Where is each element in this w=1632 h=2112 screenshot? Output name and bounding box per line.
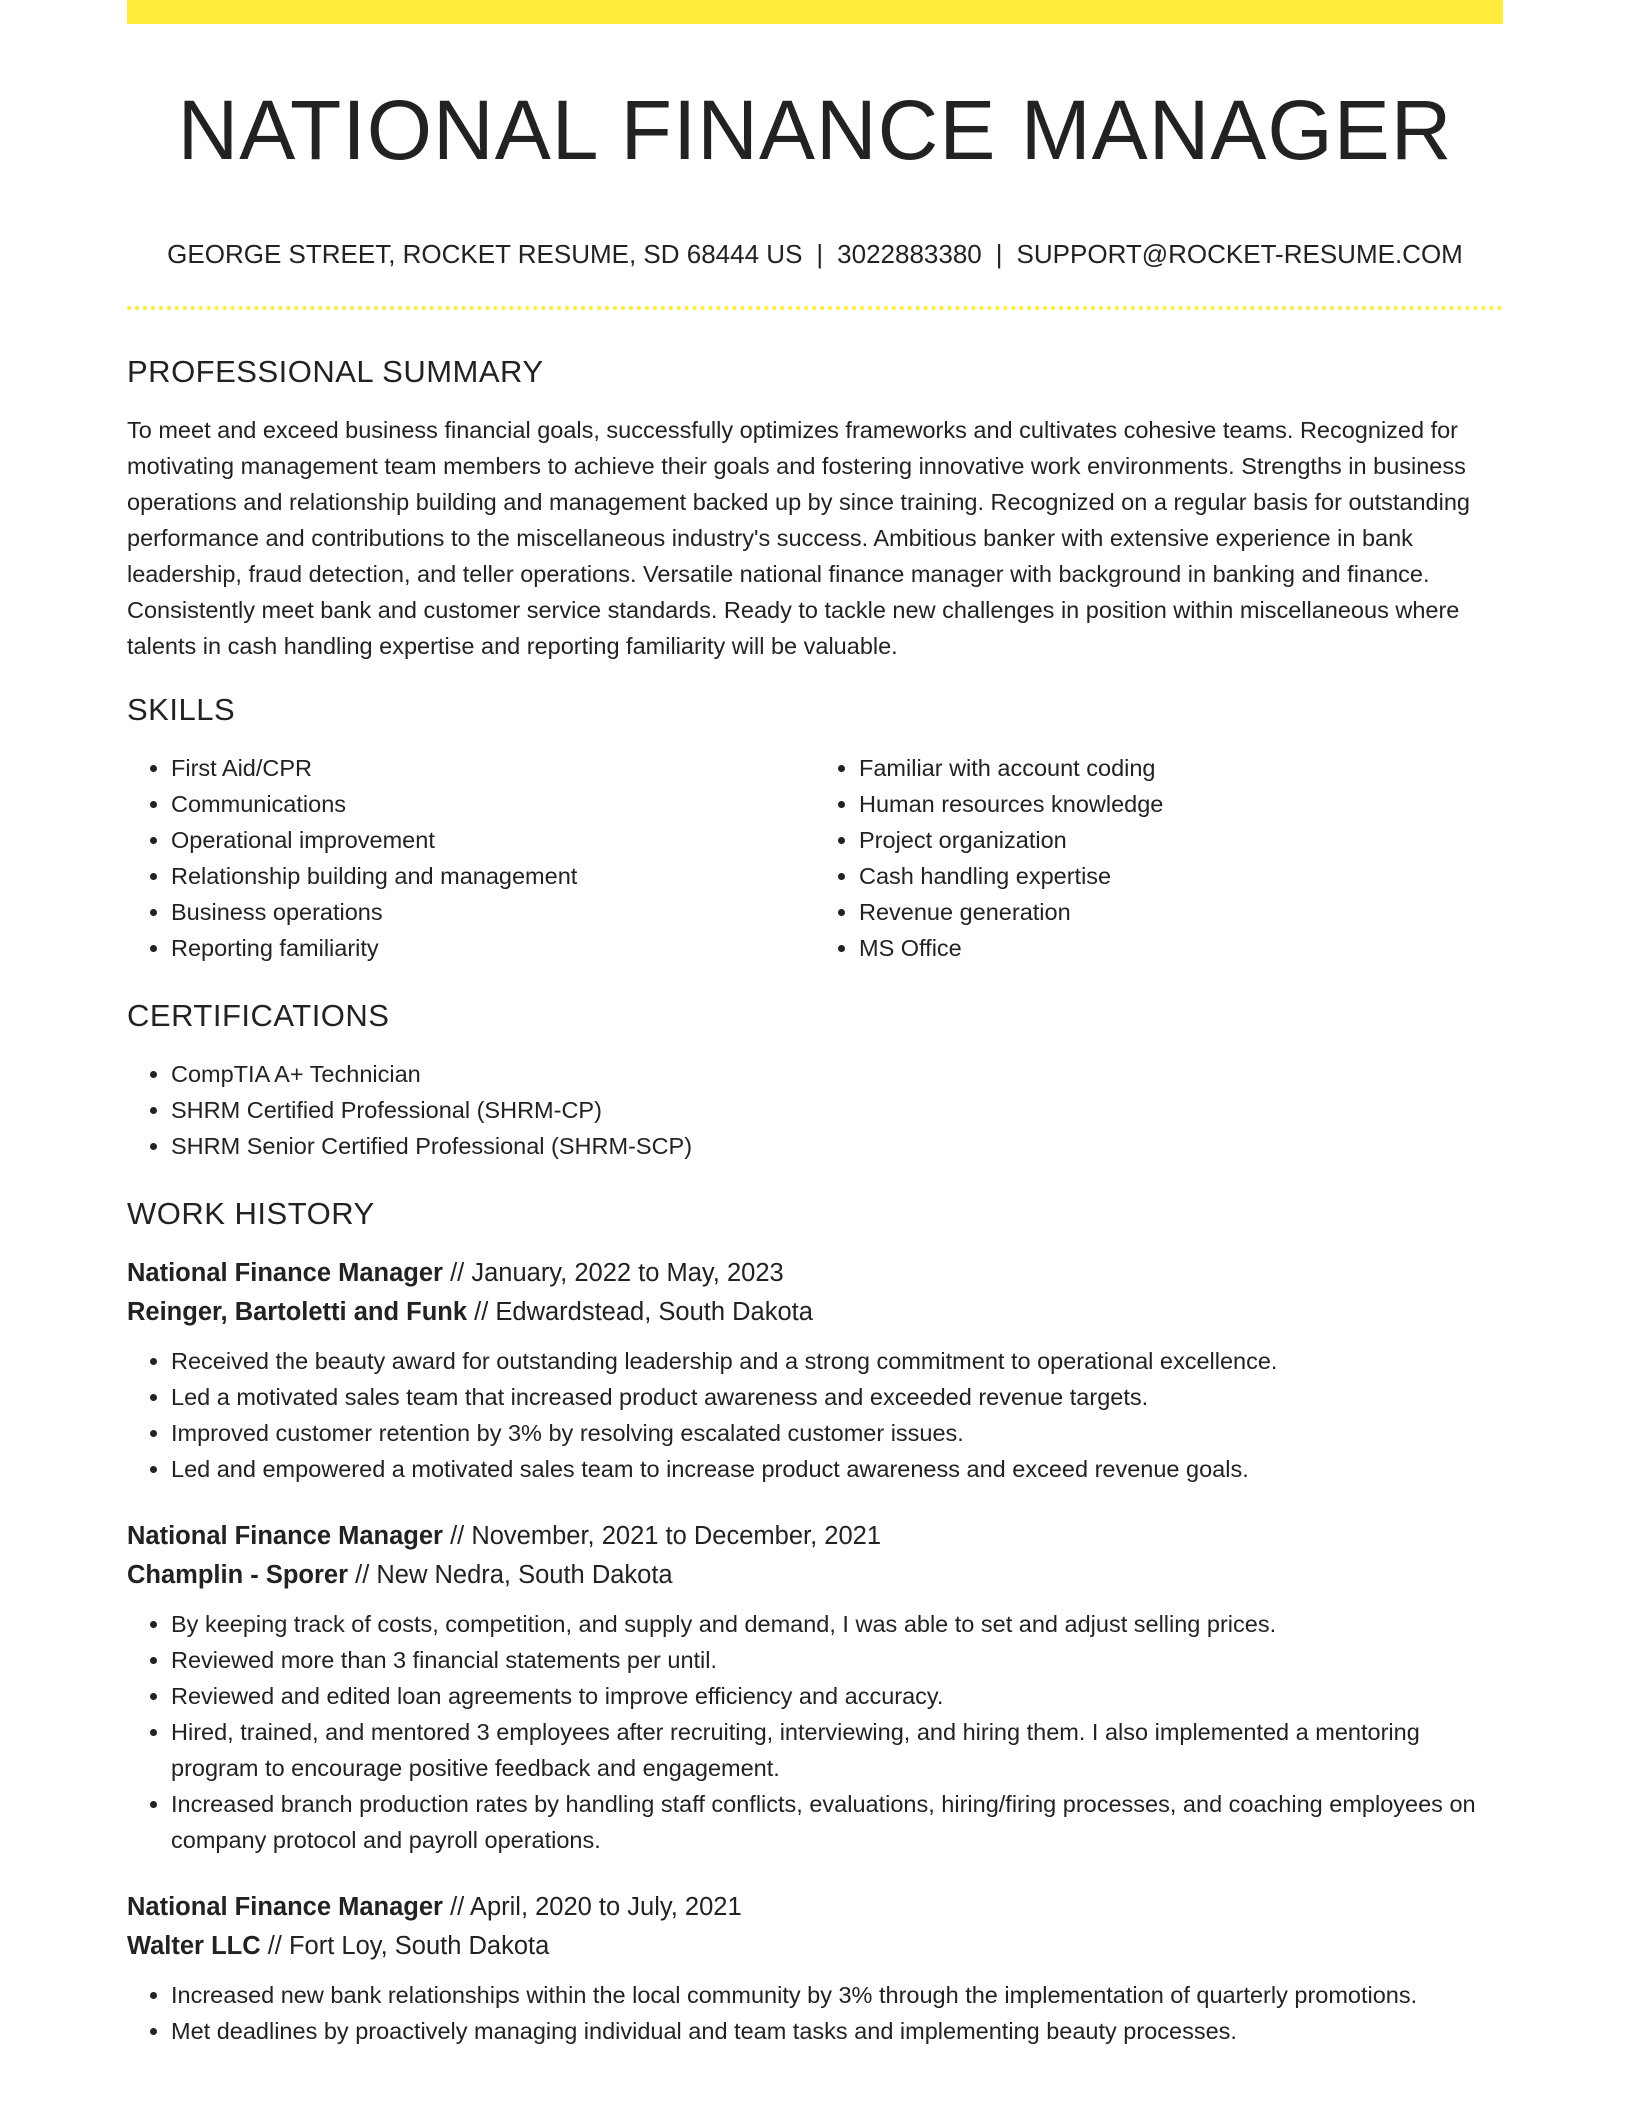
skill-item: • Reporting familiarity	[171, 930, 815, 966]
job-bullets	[127, 1606, 1503, 1858]
certifications-list	[127, 1056, 1503, 1164]
certifications-section	[127, 996, 1503, 1164]
skills-section	[127, 690, 1503, 966]
skills-columns	[127, 750, 1503, 966]
job-location: // New Nedra, South Dakota	[348, 1561, 673, 1589]
work-history-section	[127, 1194, 1503, 2049]
job-bullet: • Increased branch production rates by handling staff conflicts, evaluations, hiring/firing processes, and coaching employees on company protocol and payroll operations.	[171, 1786, 1503, 1858]
summary-text: To meet and exceed business financial goals, successfully optimizes frameworks and cultivates cohesive teams. Recognized for motivating management team members to achieve their goals and fostering innovative work environments. Strengths in business operations and relationship building and management backed up by since training. Recognized on a regular basis for outstanding performance and contributions to the miscellaneous industry's success. Ambitious banker with extensive experience in bank leadership, fraud detection, and teller operations. Versatile national finance manager with background in banking and finance. Consistently meet bank and customer service standards. Ready to tackle new challenges in position within miscellaneous where talents in cash handling expertise and reporting familiarity will be valuable.	[127, 417, 1470, 659]
job-bullet: • Reviewed more than 3 financial statements per until.	[171, 1642, 1503, 1678]
skills-list-left	[127, 750, 815, 966]
certification-item: • SHRM Senior Certified Professional (SHRM-SCP)	[171, 1128, 1503, 1164]
job-title: National Finance Manager	[127, 1893, 443, 1921]
job-bullet: • Reviewed and edited loan agreements to improve efficiency and accuracy.	[171, 1678, 1503, 1714]
job-entry	[127, 1517, 1503, 1858]
resume-content	[127, 352, 1503, 2079]
resume-name: NATIONAL FINANCE MANAGER	[177, 83, 1453, 177]
job-company: Champlin - Sporer	[127, 1561, 349, 1589]
email: SUPPORT@ROCKET-RESUME.COM	[1016, 239, 1463, 269]
job-company-line	[127, 1556, 1503, 1595]
job-bullet: • Received the beauty award for outstanding leadership and a strong commitment to operational excellence.	[171, 1343, 1503, 1379]
skill-item: • Relationship building and management	[171, 858, 815, 894]
skill-item: • Operational improvement	[171, 822, 815, 858]
section-heading: WORK HISTORY	[127, 1196, 375, 1231]
skill-item: • Project organization	[859, 822, 1503, 858]
job-company: Walter LLC	[127, 1932, 261, 1960]
section-heading: CERTIFICATIONS	[127, 998, 390, 1033]
contact-line	[127, 236, 1503, 272]
section-heading: SKILLS	[127, 692, 236, 727]
job-title: National Finance Manager	[127, 1259, 443, 1287]
job-dates: // April, 2020 to July, 2021	[443, 1893, 742, 1921]
job-location: // Fort Loy, South Dakota	[260, 1932, 550, 1960]
accent-bar	[127, 0, 1503, 24]
job-bullet: • Increased new bank relationships within the local community by 3% through the implementation of quarterly promotions.	[171, 1977, 1503, 2013]
job-title: National Finance Manager	[127, 1522, 443, 1550]
job-bullet: • Led and empowered a motivated sales team to increase product awareness and exceed revenue goals.	[171, 1451, 1503, 1487]
address: GEORGE STREET, ROCKET RESUME, SD 68444 US	[167, 239, 803, 269]
separator: |	[995, 239, 1003, 269]
skill-item: • First Aid/CPR	[171, 750, 815, 786]
job-bullet: • Led a motivated sales team that increased product awareness and exceeded revenue targets.	[171, 1379, 1503, 1415]
job-company: Reinger, Bartoletti and Funk	[127, 1298, 468, 1326]
job-company-line	[127, 1927, 1503, 1966]
summary-section	[127, 352, 1503, 664]
skill-item: • Revenue generation	[859, 894, 1503, 930]
job-bullet: • By keeping track of costs, competition, and supply and demand, I was able to set and adjust selling prices.	[171, 1606, 1503, 1642]
job-bullet: • Improved customer retention by 3% by resolving escalated customer issues.	[171, 1415, 1503, 1451]
job-company-line	[127, 1293, 1503, 1332]
job-entry	[127, 1254, 1503, 1487]
job-dates: // November, 2021 to December, 2021	[443, 1522, 882, 1550]
job-bullet: • Met deadlines by proactively managing individual and team tasks and implementing beauty processes.	[171, 2013, 1503, 2049]
phone: 3022883380	[837, 239, 982, 269]
skill-item: • Business operations	[171, 894, 815, 930]
job-title-line	[127, 1517, 1503, 1556]
certification-item: • CompTIA A+ Technician	[171, 1056, 1503, 1092]
job-bullets	[127, 1977, 1503, 2049]
job-bullets	[127, 1343, 1503, 1487]
skills-list-right	[815, 750, 1503, 966]
job-title-line	[127, 1254, 1503, 1293]
skill-item: • Familiar with account coding	[859, 750, 1503, 786]
job-title-line	[127, 1888, 1503, 1927]
dotted-divider	[127, 306, 1503, 310]
certification-item: • SHRM Certified Professional (SHRM-CP)	[171, 1092, 1503, 1128]
resume-page	[127, 0, 1503, 2112]
skill-item: • Communications	[171, 786, 815, 822]
job-dates: // January, 2022 to May, 2023	[443, 1259, 784, 1287]
job-bullet: • Hired, trained, and mentored 3 employees after recruiting, interviewing, and hiring them. I also implemented a mentoring program to encourage positive feedback and engagement.	[171, 1714, 1503, 1786]
skill-item: • Cash handling expertise	[859, 858, 1503, 894]
section-heading: PROFESSIONAL SUMMARY	[127, 354, 544, 389]
separator: |	[816, 239, 824, 269]
skill-item: • Human resources knowledge	[859, 786, 1503, 822]
skill-item: • MS Office	[859, 930, 1503, 966]
job-entry	[127, 1888, 1503, 2049]
job-location: // Edwardstead, South Dakota	[467, 1298, 813, 1326]
